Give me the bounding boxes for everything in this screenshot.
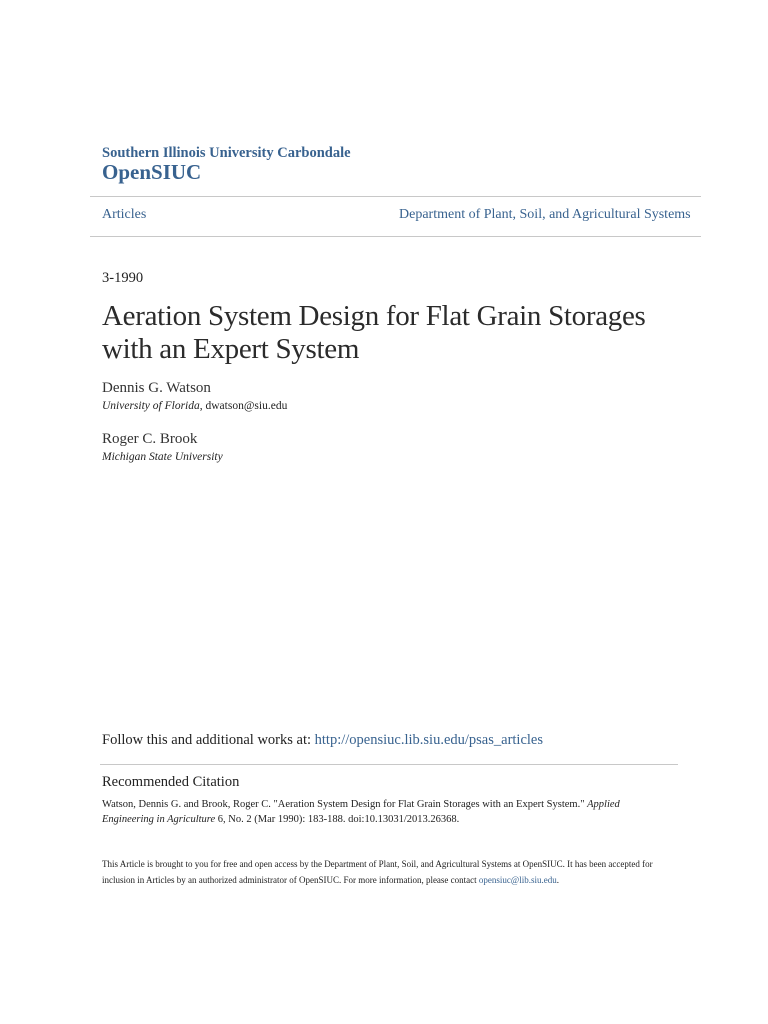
author-block-2 <box>102 431 223 463</box>
collection-url-link[interactable]: http://opensiuc.lib.siu.edu/psas_articles <box>314 732 543 748</box>
citation-journal: Applied Engineering in Agriculture <box>102 799 620 825</box>
author-affiliation: University of Florida, dwatson@siu.edu <box>102 400 288 412</box>
author-email[interactable]: dwatson@siu.edu <box>205 400 288 412</box>
collection-link[interactable]: Articles <box>102 207 147 222</box>
author-block-1 <box>102 380 287 412</box>
citation-heading: Recommended Citation <box>102 774 240 790</box>
publication-date: 3-1990 <box>102 270 144 286</box>
author-affiliation <box>102 451 223 463</box>
divider-top <box>90 196 701 197</box>
repository-link[interactable]: OpenSIUC <box>102 160 202 184</box>
access-notice <box>102 856 668 888</box>
institution-name: Southern Illinois University Carbondale <box>102 145 351 161</box>
notice-end: . <box>556 875 559 885</box>
divider-nav <box>90 236 701 237</box>
contact-email-link[interactable]: opensiuc@lib.siu.edu <box>478 875 557 885</box>
affiliation-name: Michigan State University <box>102 451 223 463</box>
follow-text: Follow this and additional works at: <box>102 732 315 748</box>
citation-text <box>102 797 668 827</box>
department-link[interactable]: Department of Plant, Soil, and Agricultural Systems <box>399 207 691 222</box>
follow-line <box>102 732 543 749</box>
author-name: Roger C. Brook <box>102 431 198 447</box>
author-name: Dennis G. Watson <box>102 380 211 396</box>
notice-text: This Article is brought to you for free and open access by the Department of Plant, Soil, and Agricultural Systems at OpenSIUC. It has been accepted for inclusion in Articles by an authorized administrator of OpenSIUC. For more information, please contact <box>102 859 653 885</box>
divider-citation <box>100 764 678 765</box>
affiliation-name: University of Florida <box>102 400 200 412</box>
citation-authors-title: Watson, Dennis G. and Brook, Roger C. "Aeration System Design for Flat Grain Storages with an Expert System." <box>102 799 588 810</box>
article-title: Aeration System Design for Flat Grain Storages with an Expert System <box>102 300 646 365</box>
citation-details: 6, No. 2 (Mar 1990): 183-188. doi:10.13031/2013.26368. <box>215 814 460 825</box>
